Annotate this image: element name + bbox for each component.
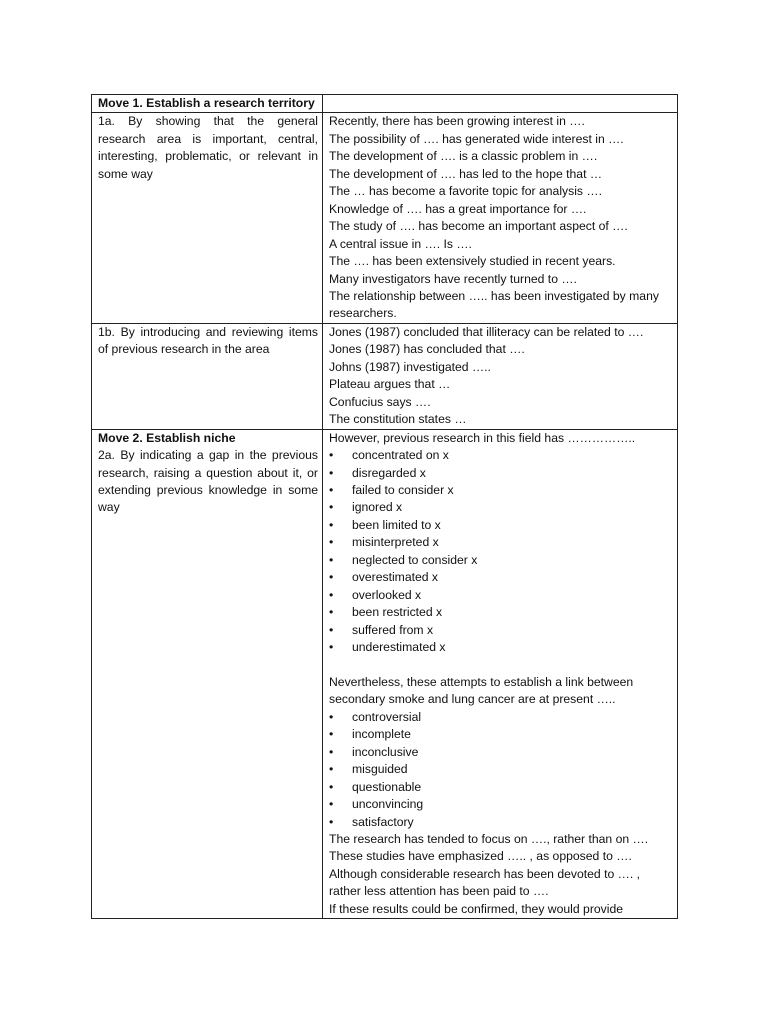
list-item: • failed to consider x	[329, 482, 673, 499]
phrase-line: Although considerable research has been devoted to …. , rather less attention has been paid to ….	[329, 866, 640, 899]
row-1b-label: 1b. By introducing and reviewing items of previous research in the area	[92, 323, 323, 429]
rhetorical-moves-table	[91, 94, 678, 919]
row-1a-phrases	[323, 113, 678, 323]
row-1b-phrases	[323, 323, 678, 429]
phrase-line: The relationship between ….. has been investigated by many researchers.	[329, 288, 659, 321]
list-item: • overestimated x	[329, 569, 673, 586]
move1-header: Move 1. Establish a research territory	[92, 95, 323, 113]
phrase-line: The development of …. is a classic problem in ….	[329, 149, 598, 164]
list-item: • misguided	[329, 761, 673, 778]
row-2a-label: 2a. By indicating a gap in the previous research, raising a question about it, or extending previous knowledge in some way	[98, 448, 318, 515]
list-item: • satisfactory	[329, 814, 673, 831]
phrase-line: Many investigators have recently turned to ….	[329, 271, 577, 286]
move2-header: Move 2. Establish niche	[98, 430, 236, 445]
list-item: • unconvincing	[329, 796, 673, 813]
table-row	[92, 95, 678, 113]
phrase-line: Jones (1987) concluded that illiteracy can be related to ….	[329, 324, 644, 339]
table-row	[92, 323, 678, 429]
phrase-line: Nevertheless, these attempts to establish a link between secondary smoke and lung cancer are at present …..	[329, 674, 634, 707]
phrase-line: Knowledge of …. has a great importance for ….	[329, 201, 587, 216]
row-2a-phrases	[323, 429, 678, 919]
phrase-line: A central issue in …. Is ….	[329, 236, 472, 251]
bullet-list	[329, 709, 673, 831]
list-item: • inconclusive	[329, 744, 673, 761]
table-row	[92, 113, 678, 323]
blank-line	[329, 657, 673, 674]
phrase-line: Jones (1987) has concluded that ….	[329, 342, 525, 357]
phrase-line: The possibility of …. has generated wide interest in ….	[329, 131, 624, 146]
phrase-line: The …. has been extensively studied in recent years.	[329, 254, 616, 269]
phrase-line: The development of …. has led to the hope that …	[329, 166, 603, 181]
list-item: • misinterpreted x	[329, 534, 673, 551]
list-item: • ignored x	[329, 499, 673, 516]
list-item: • been restricted x	[329, 604, 673, 621]
move1-header-empty-cell	[323, 95, 678, 113]
phrase-line: However, previous research in this field has ……………..	[329, 430, 636, 445]
list-item: • underestimated x	[329, 639, 673, 656]
list-item: • neglected to consider x	[329, 552, 673, 569]
list-item: • disregarded x	[329, 465, 673, 482]
phrase-line: If these results could be confirmed, they would provide	[329, 901, 624, 916]
list-item: • overlooked x	[329, 587, 673, 604]
table-row	[92, 429, 678, 919]
list-item: • controversial	[329, 709, 673, 726]
list-item: • incomplete	[329, 726, 673, 743]
row-2a-label-cell	[92, 429, 323, 919]
phrase-line: The research has tended to focus on …., rather than on ….	[329, 832, 649, 847]
list-item: • suffered from x	[329, 622, 673, 639]
list-item: • concentrated on x	[329, 447, 673, 464]
phrase-line: The study of …. has become an important aspect of ….	[329, 219, 628, 234]
phrase-line: Plateau argues that …	[329, 377, 451, 392]
phrase-line: These studies have emphasized ….. , as opposed to ….	[329, 849, 632, 864]
list-item: • questionable	[329, 779, 673, 796]
phrase-line: Recently, there has been growing interest in ….	[329, 114, 585, 129]
phrase-line: The … has become a favorite topic for analysis ….	[329, 184, 602, 199]
phrase-line: Johns (1987) investigated …..	[329, 359, 491, 374]
phrase-line: Confucius says ….	[329, 394, 431, 409]
list-item: • been limited to x	[329, 517, 673, 534]
row-1a-label: 1a. By showing that the general research area is important, central, interesting, problematic, or relevant in some way	[92, 113, 323, 323]
bullet-list	[329, 447, 673, 656]
phrase-line: The constitution states …	[329, 412, 467, 427]
